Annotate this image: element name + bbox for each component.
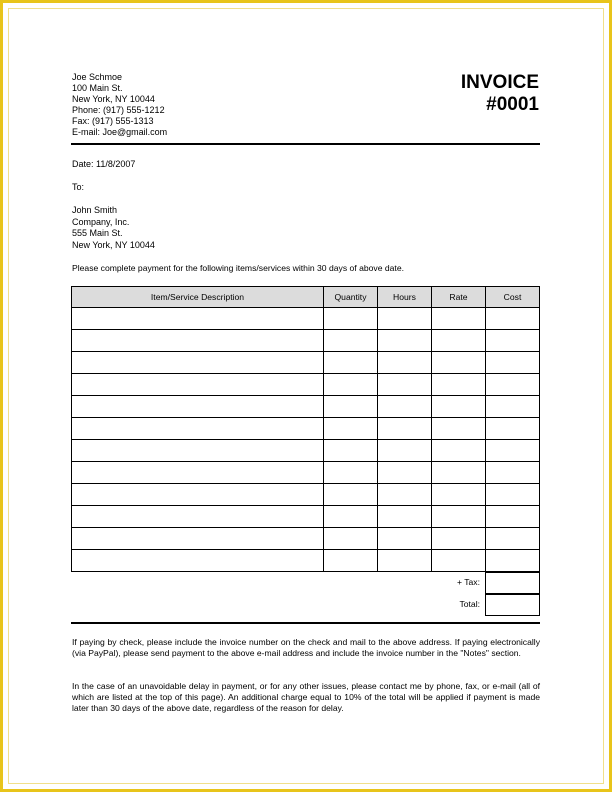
payment-note: If paying by check, please include the invoice number on the check and mail to the above address. If paying electronically (via PayPal), please send payment to the above e-mail address and include the invoice number in the "Notes" section.	[72, 637, 540, 658]
cost-cell[interactable]	[486, 418, 540, 440]
hours-cell[interactable]	[378, 484, 432, 506]
hours-cell[interactable]	[378, 374, 432, 396]
hours-cell[interactable]	[378, 550, 432, 572]
quantity-cell[interactable]	[324, 330, 378, 352]
quantity-cell[interactable]	[324, 462, 378, 484]
total-row	[380, 594, 540, 615]
recipient-city: New York, NY 10044	[72, 239, 155, 250]
cost-cell[interactable]	[486, 550, 540, 572]
quantity-cell[interactable]	[324, 506, 378, 528]
tax-label: + Tax:	[456, 577, 480, 587]
cost-cell[interactable]	[486, 308, 540, 330]
invoice-title: INVOICE	[460, 72, 539, 93]
table-row	[72, 308, 540, 330]
rate-cell[interactable]	[432, 506, 486, 528]
rate-cell[interactable]	[432, 484, 486, 506]
hours-cell[interactable]	[378, 330, 432, 352]
tax-row	[380, 572, 540, 593]
table-header-row	[72, 287, 540, 308]
cost-cell[interactable]	[486, 506, 540, 528]
rate-cell[interactable]	[432, 462, 486, 484]
table-row	[72, 506, 540, 528]
rate-cell[interactable]	[432, 418, 486, 440]
header-rate: Rate	[432, 287, 486, 308]
quantity-cell[interactable]	[324, 484, 378, 506]
footer-divider	[71, 622, 540, 624]
rate-cell[interactable]	[432, 550, 486, 572]
rate-cell[interactable]	[432, 440, 486, 462]
payment-instructions: Please complete payment for the following items/services within 30 days of above date.	[72, 263, 404, 273]
table-row	[72, 528, 540, 550]
hours-cell[interactable]	[378, 308, 432, 330]
description-cell[interactable]	[72, 462, 324, 484]
cost-cell[interactable]	[486, 374, 540, 396]
sender-fax: Fax: (917) 555-1313	[72, 116, 154, 126]
header-divider	[71, 143, 540, 145]
header-description: Item/Service Description	[72, 287, 324, 308]
rate-cell[interactable]	[432, 330, 486, 352]
hours-cell[interactable]	[378, 418, 432, 440]
description-cell[interactable]	[72, 352, 324, 374]
table-row	[72, 462, 540, 484]
invoice-heading	[461, 72, 539, 116]
invoice-number: #0001	[486, 94, 539, 115]
hours-cell[interactable]	[378, 440, 432, 462]
hours-cell[interactable]	[378, 352, 432, 374]
sender-street: 100 Main St.	[72, 83, 123, 93]
to-label: To:	[72, 182, 85, 192]
table-row	[72, 396, 540, 418]
description-cell[interactable]	[72, 528, 324, 550]
sender-city: New York, NY 10044	[72, 94, 155, 104]
cost-cell[interactable]	[486, 330, 540, 352]
description-cell[interactable]	[72, 506, 324, 528]
rate-cell[interactable]	[432, 374, 486, 396]
header-quantity: Quantity	[324, 287, 378, 308]
quantity-cell[interactable]	[324, 374, 378, 396]
sender-name: Joe Schmoe	[72, 72, 123, 82]
rate-cell[interactable]	[432, 528, 486, 550]
recipient-name: John Smith	[72, 205, 118, 215]
hours-cell[interactable]	[378, 528, 432, 550]
quantity-cell[interactable]	[324, 308, 378, 330]
recipient-company: Company, Inc.	[72, 216, 130, 227]
total-field[interactable]	[485, 594, 540, 616]
hours-cell[interactable]	[378, 462, 432, 484]
delay-note: In the case of an unavoidable delay in payment, or for any other issues, please contact me by phone, fax, or e-mail (all of which are listed at the top of this page). An additional charge equal to 10% of the total will be applied if payment is made later than 30 days of the above date, regardless of the reason for delay.	[72, 681, 540, 713]
table-row	[72, 484, 540, 506]
tax-field[interactable]	[485, 572, 540, 594]
recipient-street: 555 Main St.	[72, 228, 123, 238]
cost-cell[interactable]	[486, 462, 540, 484]
hours-cell[interactable]	[378, 506, 432, 528]
table-body	[72, 308, 540, 572]
table-row	[72, 330, 540, 352]
table-row	[72, 550, 540, 572]
rate-cell[interactable]	[432, 308, 486, 330]
recipient-block	[72, 205, 155, 251]
cost-cell[interactable]	[486, 484, 540, 506]
description-cell[interactable]	[72, 550, 324, 572]
cost-cell[interactable]	[486, 440, 540, 462]
rate-cell[interactable]	[432, 396, 486, 418]
total-label: Total:	[459, 599, 480, 609]
items-table	[71, 286, 540, 572]
sender-email: E-mail: Joe@gmail.com	[72, 127, 168, 137]
description-cell[interactable]	[72, 396, 324, 418]
table-row	[72, 352, 540, 374]
sender-phone: Phone: (917) 555-1212	[72, 105, 165, 115]
invoice-date: Date: 11/8/2007	[72, 159, 136, 169]
cost-cell[interactable]	[486, 352, 540, 374]
description-cell[interactable]	[72, 440, 324, 462]
description-cell[interactable]	[72, 484, 324, 506]
quantity-cell[interactable]	[324, 528, 378, 550]
hours-cell[interactable]	[378, 396, 432, 418]
quantity-cell[interactable]	[324, 396, 378, 418]
description-cell[interactable]	[72, 308, 324, 330]
description-cell[interactable]	[72, 418, 324, 440]
table-row	[72, 418, 540, 440]
quantity-cell[interactable]	[324, 418, 378, 440]
table-row	[72, 440, 540, 462]
cost-cell[interactable]	[486, 396, 540, 418]
rate-cell[interactable]	[432, 352, 486, 374]
quantity-cell[interactable]	[324, 352, 378, 374]
header-hours: Hours	[378, 287, 432, 308]
header-cost: Cost	[486, 287, 540, 308]
sender-block	[72, 72, 167, 138]
cost-cell[interactable]	[486, 528, 540, 550]
description-cell[interactable]	[72, 374, 324, 396]
quantity-cell[interactable]	[324, 550, 378, 572]
quantity-cell[interactable]	[324, 440, 378, 462]
description-cell[interactable]	[72, 330, 324, 352]
table-row	[72, 374, 540, 396]
